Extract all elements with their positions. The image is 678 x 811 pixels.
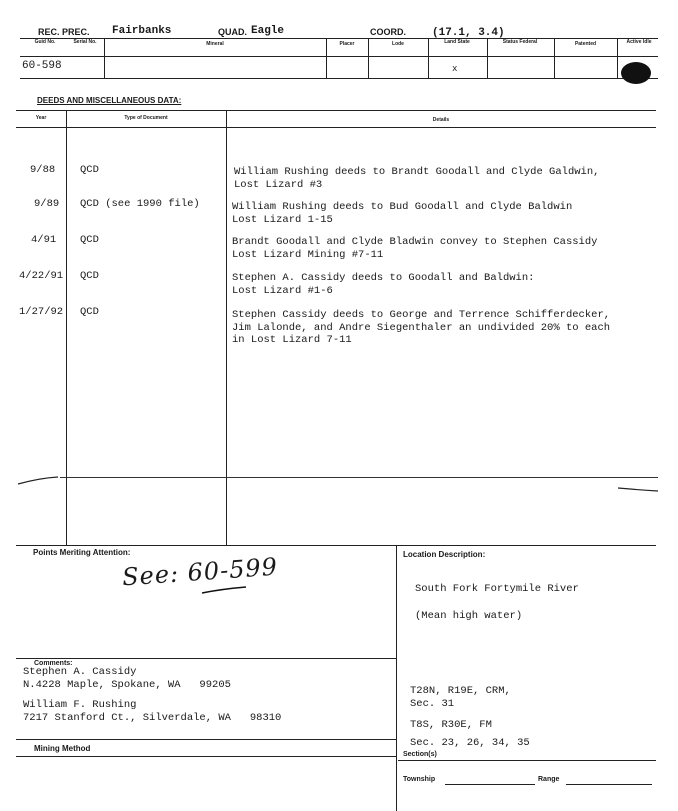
guid-number: 60-598: [22, 60, 62, 72]
range-blank: [566, 784, 652, 785]
col-guid: Guid No.: [34, 39, 56, 45]
location-line-1: T28N, R19E, CRM,: [410, 685, 511, 697]
mining-method-label: Mining Method: [34, 744, 91, 753]
handwritten-note: See: 60-599: [121, 552, 279, 592]
comment-line: Stephen A. Cassidy: [23, 666, 137, 678]
location-line-3: T8S, R30E, FM: [410, 719, 492, 731]
deed-details: Stephen Cassidy deeds to George and Terrence Schifferdecker, Jim Lalonde, and Andre Siegenthaler an undivided 20% to each in Lost Lizard 7-11: [232, 309, 611, 346]
deed-type: QCD (see 1990 file): [80, 198, 200, 210]
deed-details: William Rushing deeds to Bud Goodall and Clyde Baldwin Lost Lizard 1-15: [232, 201, 573, 226]
handwritten-underline: [200, 585, 250, 597]
col-type: Type of Document: [124, 115, 168, 121]
col-serial: Serial No.: [73, 39, 97, 45]
col-status-federal: Status Federal: [502, 39, 538, 45]
deed-details: Stephen A. Cassidy deeds to Goodall and Baldwin: Lost Lizard #1-6: [232, 272, 535, 297]
col-details: Details: [432, 117, 450, 123]
stray-marks: [0, 460, 678, 520]
township-label: Township: [403, 776, 436, 783]
land-state-mark: x: [452, 64, 458, 74]
deed-type: QCD: [80, 234, 99, 246]
col-patented: Patented: [574, 41, 597, 47]
location-line-2: Sec. 31: [410, 698, 455, 710]
quad-value: Eagle: [251, 25, 285, 37]
deed-details: Brandt Goodall and Clyde Bladwin convey to Stephen Cassidy Lost Lizard Mining #7-11: [232, 236, 598, 261]
deed-type: QCD: [80, 164, 99, 176]
col-mineral: Mineral: [206, 41, 224, 47]
deed-year: 4/91: [31, 234, 57, 246]
sections-label: Section(s): [403, 751, 437, 758]
deed-year: 9/88: [30, 164, 56, 176]
deed-details: William Rushing deeds to Brandt Goodall and Clyde Galdwin, Lost Lizard #3: [234, 166, 600, 191]
deed-year: 4/22/91: [19, 270, 64, 282]
coord-label: COORD.: [370, 27, 406, 37]
township-blank: [445, 784, 535, 785]
deed-type: QCD: [80, 306, 99, 318]
comment-line: 7217 Stanford Ct., Silverdale, WA 98310: [23, 712, 282, 724]
col-year: Year: [35, 115, 47, 121]
coord-value: (17.1, 3.4): [432, 27, 505, 39]
range-label: Range: [538, 776, 560, 783]
col-active-idle: Active Idle: [626, 39, 652, 45]
deed-year: 9/89: [34, 198, 60, 210]
comment-line: William F. Rushing: [23, 699, 137, 711]
rec-prec-value: Fairbanks: [112, 25, 172, 37]
comment-line: N.4228 Maple, Spokane, WA 99205: [23, 679, 231, 691]
location-label: Location Description:: [403, 550, 486, 559]
deed-year: 1/27/92: [19, 306, 64, 318]
col-lode: Lode: [392, 41, 404, 47]
deeds-section-title: DEEDS AND MISCELLANEOUS DATA:: [37, 96, 182, 105]
col-placer: Placer: [339, 41, 355, 47]
quad-label: QUAD.: [218, 27, 247, 37]
location-river: South Fork Fortymile River: [415, 583, 579, 595]
comments-label: Comments:: [34, 660, 73, 667]
rec-prec-label: REC. PREC.: [38, 27, 90, 37]
deed-type: QCD: [80, 270, 99, 282]
points-label: Points Meriting Attention:: [33, 548, 131, 557]
active-marker-dot: [621, 62, 651, 84]
location-line-4: Sec. 23, 26, 34, 35: [410, 737, 530, 749]
location-note: (Mean high water): [415, 610, 523, 622]
col-land-state: Land State: [444, 39, 470, 45]
